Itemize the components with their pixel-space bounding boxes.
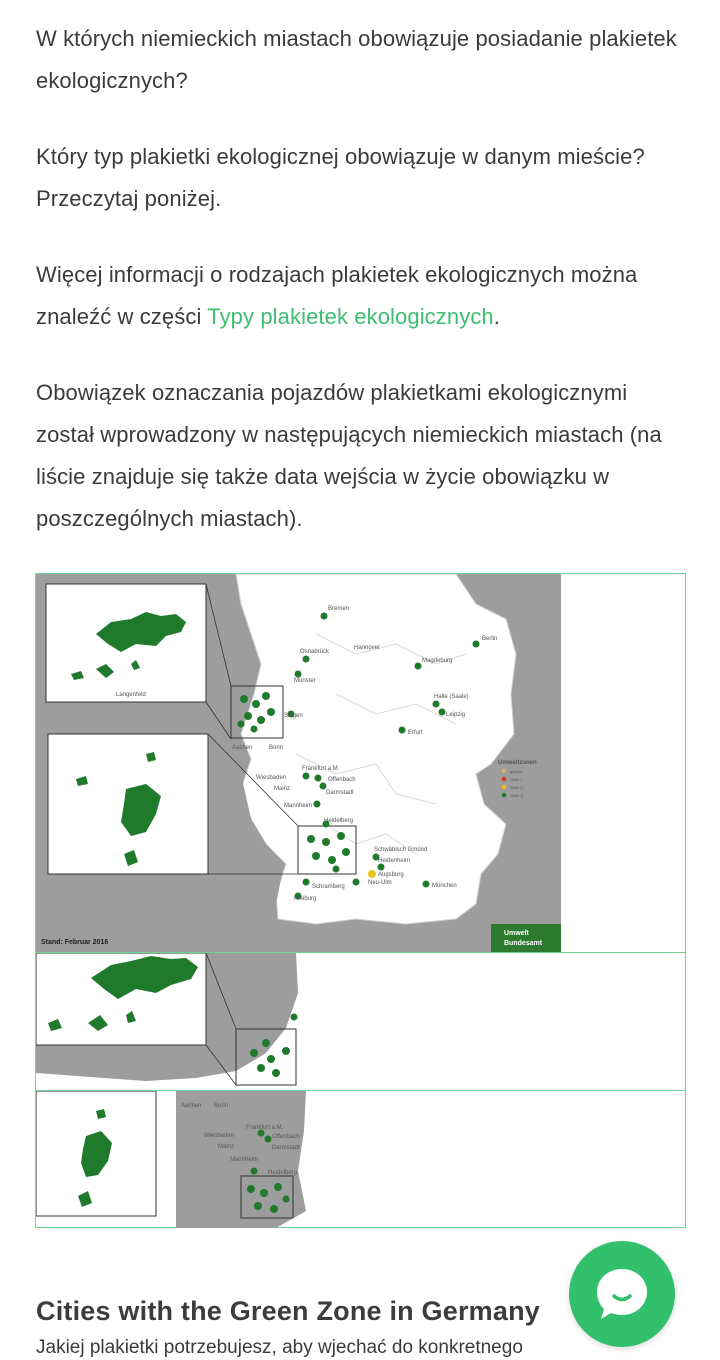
label-halle: Halle (Saale) xyxy=(434,694,469,700)
map-panel-crop-south xyxy=(36,1091,685,1228)
article-content xyxy=(36,18,686,574)
crop-label-frankfurt: Frankfurt a.M. xyxy=(246,1125,284,1131)
badge-types-link[interactable]: Typy plakietek ekologicznych xyxy=(207,304,494,329)
label-osnabrueck: Osnabrück xyxy=(300,649,330,655)
label-mainz: Mainz xyxy=(274,786,291,792)
label-freiburg: Freiburg xyxy=(294,896,317,902)
paragraph-more-info xyxy=(36,254,686,338)
crop-label-heidelberg: Heidelberg xyxy=(268,1170,298,1176)
legend-item-0: geplant xyxy=(510,769,524,774)
legend-item-3: Stufe 3 xyxy=(510,793,523,798)
paragraph-obligation: Obowiązek oznaczania pojazdów plakietkami ekologicznymi został wprowadzony w następujących niemieckich miastach (na liście znajduje się także data wejścia w życie obowiązku w poszczególnych miastach). xyxy=(36,380,662,531)
crop-label-wiesbaden: Wiesbaden xyxy=(204,1133,235,1139)
label-bremen: Bremen xyxy=(328,606,350,612)
legend-title: Umweltzonen xyxy=(498,760,537,766)
label-aachen: Aachen xyxy=(232,745,253,751)
label-muenchen: München xyxy=(432,883,457,889)
paragraph-badge-type: Który typ plakietki ekologicznej obowiązuje w danym mieście? Przeczytaj poniżej. xyxy=(36,144,645,211)
crop-label-aachen: Aachen xyxy=(181,1103,202,1109)
label-langenfeld: Langenfeld xyxy=(116,692,146,698)
label-wiesbaden: Wiesbaden xyxy=(256,775,287,781)
map-panel-crop-north xyxy=(36,953,685,1091)
section-title: Cities with the Green Zone in Germany xyxy=(36,1296,540,1326)
label-offenbach: Offenbach xyxy=(328,777,356,783)
label-darmstadt: Darmstadt xyxy=(326,790,354,796)
crop-label-darmstadt: Darmstadt xyxy=(272,1145,300,1151)
stand-label: Stand: Februar 2016 xyxy=(41,939,109,946)
label-heidelberg: Heidelberg xyxy=(324,818,354,824)
label-neuulm: Neu-Ulm xyxy=(368,880,392,886)
logo-line1: Umwelt xyxy=(504,930,529,937)
more-info-period: . xyxy=(493,304,500,329)
crop-label-bonn: Bonn xyxy=(214,1103,229,1109)
label-schwaebisch: Schwäbisch Gmünd xyxy=(374,847,428,853)
label-schramberg: Schramberg xyxy=(312,884,345,890)
paragraph-intro: W których niemieckich miastach obowiązuje posiadanie plakietek ekologicznych? xyxy=(36,26,677,93)
chat-bubble-icon xyxy=(591,1263,653,1325)
legend-item-2: Stufe 2 xyxy=(510,785,523,790)
section-subtitle: Jakiej plakietki potrzebujesz, aby wjechać do konkretnego xyxy=(36,1337,523,1358)
label-mannheim: Mannheim xyxy=(284,803,313,809)
label-siegen: Siegen xyxy=(284,713,303,719)
logo-line2: Bundesamt xyxy=(504,940,543,947)
crop-label-mainz: Mainz xyxy=(218,1144,235,1150)
label-leipzig: Leipzig xyxy=(446,712,466,718)
legend-item-1: Stufe 1 xyxy=(510,777,523,782)
crop-label-offenbach: Offenbach xyxy=(272,1134,300,1140)
green-zone-map-image xyxy=(35,573,686,1228)
label-heidenheim: Heidenheim xyxy=(378,858,411,864)
label-magdeburg: Magdeburg xyxy=(422,658,453,664)
label-frankfurt: Frankfurt a.M. xyxy=(302,766,340,772)
crop-label-mannheim: Mannheim xyxy=(230,1157,259,1163)
label-bonn: Bonn xyxy=(269,745,284,751)
label-berlin: Berlin xyxy=(482,636,498,642)
label-augsburg: Augsburg xyxy=(378,872,404,878)
chat-button[interactable] xyxy=(569,1241,675,1347)
label-muenster: Münster xyxy=(294,678,316,684)
label-erfurt: Erfurt xyxy=(408,730,423,736)
map-panel-full xyxy=(36,574,685,953)
label-hannover: Hannover xyxy=(354,645,381,651)
more-info-text: Więcej informacji o rodzajach plakietek ekologicznych można znaleźć w części xyxy=(36,262,638,329)
